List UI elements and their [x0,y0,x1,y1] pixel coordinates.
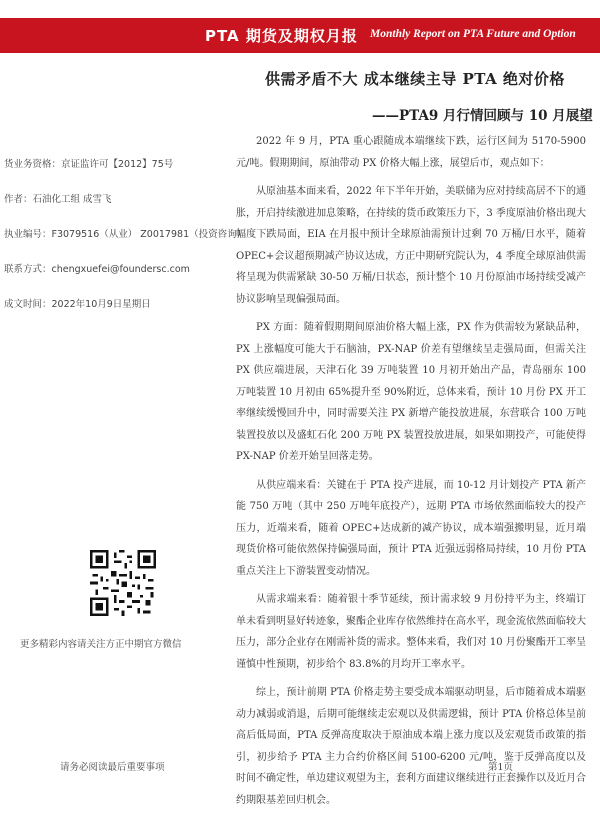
header-title-en: Monthly Report on PTA Future and Option [370,28,576,40]
qr-caption: 更多精彩内容请关注方正中期官方微信 [20,639,182,650]
page-number: 第1页 [488,762,514,773]
paragraph-px: PX 方面：随着假期期间原油价格大幅上涨，PX 作为供需较为紧缺品种，PX 上涨幅度可能大于石脑油，PX-NAP 价差有望继续呈走强局面，但需关注 PX 供应端进展，天津石化 39 万吨装置 10 月初开始出产品，青岛丽东 100 万吨装置 10 月初由 65%提升至 90%附近，总体来看，预计 10 月份 PX 开工率继续缓慢回升中，同时需要关注 PX 新增产能投放进展，东营联合 100 万吨装置投放以及盛虹石化 200 万吨 PX 装置投放进展，如果如期投产，可能使得 PX-NAP 价差开始呈回落走势。 [236,322,586,462]
report-main-title: 供需矛盾不大 成本继续主导 PTA 绝对价格 [265,70,565,88]
contact-line: 联系方式：chengxuefei@foundersc.com [4,264,190,275]
license-line: 货业务资格：京证监许可【2012】75号 [4,159,174,170]
footer-disclaimer: 请务必阅读最后重要事项 [60,762,165,773]
report-subtitle: ——PTA9 月行情回顾与 10 月展望 [372,108,593,124]
paragraph-supply: 从供应端来看：关键在于 PTA 投产进展，而 10-12 月计划投产 PTA 新产能 750 万吨（其中 250 万吨年底投产），远期 PTA 市场依然面临较大的投产压力，近端来看，随着 OPEC+达成新的减产协议，成本端强搬明显，近月端现货价格可能依然保持偏强局面，预计 PTA 近强远弱格局持续，10 月份 PTA 重点关注上下游装置变动情况。 [236,479,586,577]
author-line: 作者：石油化工组 成雪飞 [4,194,112,205]
cert-number-line: 执业编号：F3079516（从业） Z0017981（投资咨询） [4,229,247,240]
paragraph-summary: 2022 年 9 月，PTA 重心跟随成本端继续下跌，运行区间为 5170-5900 元/吨。假期期间，原油带动 PX 价格大幅上涨，展望后市，观点如下： [236,136,586,169]
paragraph-demand: 从需求端来看：随着银十季节延续，预计需求较 9 月份持平为主，终端订单未看到明显好转迹象，聚酯企业库存依然维持在高水平，现金流依然面临较大压力，部分企业存在刚需补货的需求。整体来看，我们对 10 月份聚酯开工率呈谨慎中性预期，初步给个 83.8%的月均开工率水平。 [236,594,586,670]
report-body [236,131,586,818]
header-title-cn: PTA 期货及期权月报 [205,27,358,45]
date-line: 成文时间：2022年10月9日星期日 [4,299,151,310]
report-header-banner [0,18,600,53]
wechat-qr-code [90,550,156,616]
paragraph-crude-oil: 从原油基本面来看，2022 年下半年开始，美联储为应对持续高居不下的通胀，开启持续激进加息策略，在持续的货币政策压力下，3 季度原油价格出现大幅度下跌局面，EIA 在月报中预计全球原油需预计过剩 70 万桶/日水平，随着 OPEC+会议超预期减产协议达成，方正中期研究院认为，4 季度全球原油供需将呈现为供需紧缺 30-50 万桶/日状态，预计整个 10 月份原油市场持续受减产协议影响呈现偏强局面。 [236,186,586,305]
paragraph-conclusion: 综上，预计前期 PTA 价格走势主要受成本端驱动明显，后市随着成本端驱动力减弱或消退，后期可能继续走宏观以及供需逻辑，预计 PTA 价格总体呈前高后低局面，PTA 反弹高度取决于原油成本端上涨力度以及宏观货币政策的指引，初步给予 PTA 主力合约价格区间 5100-6200 元/吨，鉴于反弹高度以及时间不确定性，单边建议观望为主，套利方面建议继续进行正套操作以及近月合约期限基差回归机会。 [236,687,586,806]
